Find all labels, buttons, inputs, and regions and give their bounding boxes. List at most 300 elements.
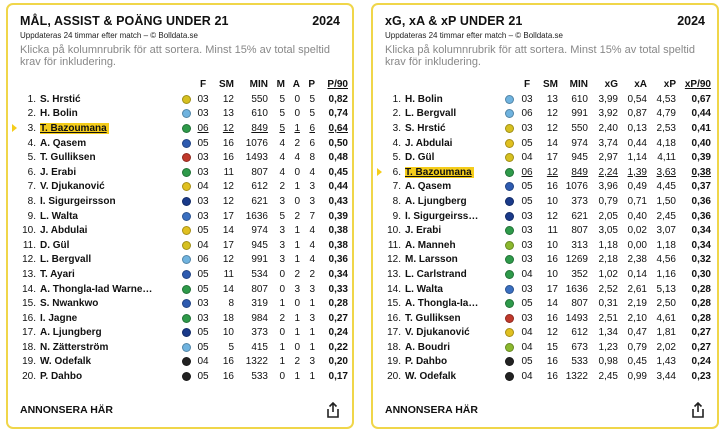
table-row[interactable]	[383, 355, 713, 370]
cell-a: 1	[294, 371, 300, 383]
table-row[interactable]	[18, 355, 348, 370]
club-logo-cell	[178, 314, 194, 323]
column-header-m[interactable]: M	[276, 79, 285, 90]
row-rank: 16.	[22, 312, 36, 324]
table-row[interactable]	[383, 326, 713, 341]
player-name[interactable]: M. Larsson	[405, 254, 458, 266]
cell-xg: 1,02	[598, 268, 618, 280]
player-name[interactable]: W. Odefalk	[405, 371, 457, 383]
player-name[interactable]: Í. Sigurgeirsson	[40, 195, 116, 207]
cell-xp90: 0,34	[691, 225, 711, 237]
cell-xp: 4,56	[656, 254, 676, 266]
cell-xp: 1,43	[656, 356, 676, 368]
club-logo-icon	[505, 168, 514, 177]
cell-xp90: 0,41	[691, 122, 711, 134]
player-name-cell	[40, 254, 178, 265]
cell-m: 5	[279, 210, 285, 222]
club-logo-icon	[505, 314, 514, 323]
player-name[interactable]: S. Nwankwo	[40, 298, 99, 310]
cell-f: 03	[197, 93, 209, 105]
player-name[interactable]: A. Qasem	[405, 181, 452, 193]
cell-min: 1493	[245, 152, 268, 164]
cell-sm: 10	[546, 268, 558, 280]
player-name-cell	[40, 298, 178, 309]
table-row[interactable]	[18, 223, 348, 238]
player-name[interactable]: A. Ljungberg	[405, 195, 467, 207]
cell-min: 352	[571, 268, 588, 280]
cell-xa: 0,14	[627, 268, 647, 280]
cell-min: 373	[571, 195, 588, 207]
club-logo-cell	[501, 299, 517, 308]
cell-p90: 0,24	[328, 327, 348, 339]
table-row[interactable]	[383, 282, 713, 297]
cell-p90: 0,82	[328, 93, 348, 105]
player-name-cell	[40, 240, 178, 251]
table-row[interactable]	[18, 296, 348, 311]
club-logo-cell	[501, 139, 517, 148]
player-name[interactable]: J. Abdulai	[40, 225, 88, 237]
cell-min: 612	[571, 327, 588, 339]
cell-xa: 0,79	[627, 341, 647, 353]
cell-p: 1	[309, 371, 315, 383]
row-rank: 14.	[22, 283, 36, 295]
cell-min: 1636	[565, 283, 588, 295]
player-name[interactable]: I. Jagne	[40, 312, 78, 324]
column-header-xp[interactable]: xP	[663, 79, 676, 90]
table-row[interactable]	[18, 238, 348, 253]
row-rank: 2.	[392, 108, 401, 120]
cell-min: 415	[251, 341, 268, 353]
column-header-min[interactable]: MIN	[569, 79, 588, 90]
table-row[interactable]	[383, 311, 713, 326]
cell-f: 03	[521, 93, 533, 105]
cell-xa: 1,14	[627, 152, 647, 164]
column-header-sm[interactable]: SM	[543, 79, 558, 90]
cell-sm: 16	[222, 137, 234, 149]
player-name[interactable]: T. Bazoumana	[40, 122, 107, 134]
cell-a: 2	[294, 356, 300, 368]
table-row[interactable]	[383, 223, 713, 238]
club-logo-icon	[505, 197, 514, 206]
cell-p: 3	[309, 195, 315, 207]
player-name[interactable]: T. Gulliksen	[40, 152, 96, 164]
player-name[interactable]: P. Dahbo	[405, 356, 448, 368]
row-rank: 19.	[387, 356, 401, 368]
table-row[interactable]	[383, 238, 713, 253]
player-name[interactable]: L. Bergvall	[405, 108, 457, 120]
advertise-link[interactable]: ANNONSERA HÄR	[20, 404, 113, 416]
table-row[interactable]	[18, 340, 348, 355]
cell-xa: 0,02	[627, 225, 647, 237]
cell-p: 6	[309, 122, 315, 134]
cell-p90: 0,44	[328, 181, 348, 193]
player-name[interactable]: A. Thongla-Ia…	[405, 298, 479, 310]
player-name[interactable]: T. Gulliksen	[405, 312, 461, 324]
table-row[interactable]	[18, 180, 348, 195]
column-header-f[interactable]: F	[199, 79, 207, 90]
club-logo-icon	[182, 124, 191, 133]
table-row[interactable]	[383, 180, 713, 195]
player-name-cell	[40, 152, 178, 163]
cell-sm: 14	[222, 225, 234, 237]
cell-p90: 0,20	[328, 356, 348, 368]
cell-sm: 16	[222, 356, 234, 368]
cell-p: 5	[309, 93, 315, 105]
row-rank: 16.	[387, 312, 401, 324]
cell-a: 0	[294, 298, 300, 310]
cell-p: 3	[309, 312, 315, 324]
cell-min: 1269	[565, 254, 588, 266]
table-row[interactable]	[383, 267, 713, 282]
cell-min: 849	[251, 122, 268, 134]
player-name[interactable]: H. Bolin	[405, 93, 443, 105]
cell-min: 807	[571, 298, 588, 310]
club-logo-cell	[501, 182, 517, 191]
cell-xp: 2,50	[656, 298, 676, 310]
table-row[interactable]	[383, 150, 713, 165]
cell-m: 4	[279, 137, 285, 149]
table-row[interactable]	[18, 326, 348, 341]
player-name-cell	[405, 94, 501, 105]
club-logo-cell	[178, 212, 194, 221]
cell-p: 1	[309, 298, 315, 310]
table-row[interactable]	[18, 311, 348, 326]
cell-p: 3	[309, 181, 315, 193]
player-name[interactable]: T. Bazoumana	[405, 166, 472, 178]
cell-min: 807	[571, 225, 588, 237]
cell-a: 1	[294, 239, 300, 251]
player-name[interactable]: V. Djukanović	[405, 327, 470, 339]
cell-p: 5	[309, 108, 315, 120]
club-logo-cell	[178, 372, 194, 381]
player-name[interactable]: L. Carlstrand	[405, 268, 467, 280]
player-name[interactable]: J. Erabi	[405, 225, 442, 237]
club-logo-icon	[505, 226, 514, 235]
cell-p90: 0,17	[328, 371, 348, 383]
table-row[interactable]	[18, 209, 348, 224]
table-row[interactable]	[383, 165, 713, 180]
cell-xp: 3,63	[656, 166, 676, 178]
cell-p90: 0,33	[328, 283, 348, 295]
table-row[interactable]	[383, 253, 713, 268]
column-header-f[interactable]: F	[523, 79, 531, 90]
cell-xp: 4,45	[656, 181, 676, 193]
cell-xg: 1,34	[598, 327, 618, 339]
table-row[interactable]	[18, 267, 348, 282]
club-logo-cell	[178, 139, 194, 148]
club-logo-cell	[501, 372, 517, 381]
share-icon[interactable]	[326, 402, 340, 418]
cell-m: 5	[279, 93, 285, 105]
cell-p90: 0,74	[328, 108, 348, 120]
club-logo-cell	[178, 357, 194, 366]
cell-f: 03	[197, 166, 209, 178]
table-row[interactable]	[383, 121, 713, 136]
player-name[interactable]: S. Hrstić	[40, 93, 81, 105]
cell-sm: 12	[546, 108, 558, 120]
cell-min: 621	[571, 210, 588, 222]
player-name-cell	[40, 371, 178, 382]
stats-table	[18, 77, 348, 384]
club-logo-icon	[182, 343, 191, 352]
cell-m: 2	[279, 312, 285, 324]
cell-f: 04	[521, 371, 533, 383]
cell-a: 0	[294, 195, 300, 207]
club-logo-icon	[182, 226, 191, 235]
row-rank: 7.	[392, 181, 401, 193]
club-logo-cell	[178, 153, 194, 162]
club-logo-cell	[501, 168, 517, 177]
player-name[interactable]: T. Ayari	[40, 268, 75, 280]
row-rank: 12.	[22, 254, 36, 266]
row-rank: 3.	[392, 122, 401, 134]
cell-sm: 16	[222, 371, 234, 383]
cell-f: 03	[521, 254, 533, 266]
column-header-p90[interactable]: P/90	[327, 79, 348, 90]
cell-min: 550	[251, 93, 268, 105]
cell-m: 4	[279, 166, 285, 178]
cell-m: 3	[279, 254, 285, 266]
row-rank: 4.	[27, 137, 36, 149]
row-rank: 8.	[392, 195, 401, 207]
club-logo-cell	[178, 168, 194, 177]
column-header-xg[interactable]: xG	[604, 79, 618, 90]
cell-xa: 0,54	[627, 93, 647, 105]
club-logo-icon	[182, 255, 191, 264]
cell-xg: 2,40	[598, 122, 618, 134]
cell-sm: 16	[222, 152, 234, 164]
table-row[interactable]	[18, 92, 348, 107]
table-row[interactable]	[383, 194, 713, 209]
cell-f: 03	[521, 312, 533, 324]
cell-f: 03	[197, 152, 209, 164]
player-name-cell	[40, 356, 178, 367]
row-rank: 13.	[387, 268, 401, 280]
row-rank: 12.	[387, 254, 401, 266]
update-note: Uppdateras 24 timmar efter match – © Bolldata.se	[20, 31, 198, 40]
sort-instruction: Klicka på kolumnrubrik för att sortera. Minst 15% av total speltid krav för inkludering.	[20, 44, 330, 68]
cell-xp: 1,18	[656, 239, 676, 251]
row-rank: 19.	[22, 356, 36, 368]
cell-p90: 0,22	[328, 341, 348, 353]
player-name[interactable]: Í. Sigurgeirss…	[405, 210, 479, 222]
cell-a: 1	[294, 122, 300, 134]
cell-f: 03	[197, 195, 209, 207]
player-name[interactable]: D. Gül	[405, 152, 435, 164]
table-row[interactable]	[18, 150, 348, 165]
player-name[interactable]: A. Qasem	[40, 137, 87, 149]
column-header-min[interactable]: MIN	[249, 79, 268, 90]
card-year: 2024	[312, 14, 340, 28]
table-row[interactable]	[18, 165, 348, 180]
club-logo-icon	[505, 212, 514, 221]
cell-m: 4	[279, 152, 285, 164]
cell-xp90: 0,37	[691, 181, 711, 193]
card-year: 2024	[677, 14, 705, 28]
table-row[interactable]	[383, 136, 713, 151]
player-name[interactable]: H. Bolin	[40, 108, 78, 120]
player-name-cell	[405, 371, 501, 382]
column-header-a[interactable]: A	[292, 79, 300, 90]
cell-xg: 3,92	[598, 108, 618, 120]
club-logo-icon	[505, 299, 514, 308]
cell-m: 0	[279, 268, 285, 280]
player-name-cell	[405, 196, 501, 207]
advertise-link[interactable]: ANNONSERA HÄR	[385, 404, 478, 416]
row-rank: 17.	[387, 327, 401, 339]
club-logo-cell	[178, 343, 194, 352]
cell-xa: 0,00	[627, 239, 647, 251]
player-name[interactable]: J. Erabi	[40, 166, 77, 178]
player-name[interactable]: L. Bergvall	[40, 254, 92, 266]
cell-min: 991	[571, 108, 588, 120]
row-rank: 4.	[392, 137, 401, 149]
row-rank: 17.	[22, 327, 36, 339]
cell-xp: 4,11	[657, 152, 676, 164]
player-name[interactable]: W. Odefalk	[40, 356, 92, 368]
table-row[interactable]	[383, 209, 713, 224]
share-icon[interactable]	[691, 402, 705, 418]
player-name[interactable]: J. Abdulai	[405, 137, 453, 149]
player-name[interactable]: L. Walta	[40, 210, 78, 222]
row-rank: 10.	[387, 225, 401, 237]
table-row[interactable]	[18, 121, 348, 136]
row-rank: 14.	[387, 283, 401, 295]
cell-sm: 14	[546, 137, 558, 149]
table-row[interactable]	[383, 107, 713, 122]
cell-f: 05	[197, 225, 209, 237]
player-name[interactable]: A. Ljungberg	[40, 327, 102, 339]
cell-p: 4	[309, 166, 315, 178]
cell-xa: 2,10	[627, 312, 647, 324]
table-row[interactable]	[18, 107, 348, 122]
table-row[interactable]	[18, 253, 348, 268]
cell-f: 03	[197, 298, 209, 310]
club-logo-cell	[178, 285, 194, 294]
club-logo-icon	[182, 314, 191, 323]
table-row[interactable]	[18, 282, 348, 297]
cell-min: 1076	[565, 181, 588, 193]
player-name-cell	[405, 327, 501, 338]
table-row[interactable]	[383, 340, 713, 355]
player-name[interactable]: D. Gül	[40, 239, 70, 251]
club-logo-icon	[505, 95, 514, 104]
player-name[interactable]: A. Thongla-Iad Warne…	[40, 283, 153, 295]
column-header-xa[interactable]: xA	[634, 79, 647, 90]
club-logo-cell	[178, 197, 194, 206]
club-logo-icon	[505, 343, 514, 352]
cell-sm: 13	[546, 93, 558, 105]
cell-a: 3	[294, 283, 300, 295]
player-name-cell	[405, 342, 501, 353]
row-rank: 2.	[27, 108, 36, 120]
cell-xp90: 0,23	[691, 371, 711, 383]
player-name[interactable]: L. Walta	[405, 283, 443, 295]
cell-f: 03	[197, 210, 209, 222]
cell-min: 373	[251, 327, 268, 339]
cell-xg: 2,24	[598, 166, 618, 178]
cell-xp90: 0,28	[691, 283, 711, 295]
cell-sm: 8	[228, 298, 234, 310]
row-rank: 6.	[27, 166, 36, 178]
club-logo-cell	[178, 328, 194, 337]
club-logo-icon	[182, 182, 191, 191]
club-logo-icon	[505, 328, 514, 337]
row-rank: 20.	[22, 371, 36, 383]
cell-xg: 3,99	[598, 93, 618, 105]
club-logo-cell	[178, 270, 194, 279]
club-logo-icon	[182, 197, 191, 206]
column-header-sm[interactable]: SM	[219, 79, 234, 90]
cell-a: 1	[294, 225, 300, 237]
club-logo-cell	[178, 95, 194, 104]
cell-xp: 2,02	[656, 341, 676, 353]
table-header	[18, 77, 348, 92]
table-row[interactable]	[383, 369, 713, 384]
column-header-p[interactable]: P	[308, 79, 315, 90]
cell-xa: 1,39	[627, 166, 647, 178]
cell-a: 2	[294, 268, 300, 280]
table-row[interactable]	[383, 296, 713, 311]
cell-p: 4	[309, 239, 315, 251]
cell-f: 05	[197, 268, 209, 280]
cell-sm: 12	[546, 210, 558, 222]
cell-min: 849	[571, 166, 588, 178]
cell-min: 610	[571, 93, 588, 105]
club-logo-icon	[505, 109, 514, 118]
cell-xp90: 0,27	[691, 341, 711, 353]
expected-stats-card	[371, 3, 719, 429]
club-logo-cell	[501, 328, 517, 337]
row-rank: 5.	[392, 152, 401, 164]
player-name[interactable]: N. Zätterström	[40, 341, 109, 353]
cell-m: 3	[279, 195, 285, 207]
player-name[interactable]: V. Djukanović	[40, 181, 105, 193]
row-rank: 8.	[27, 195, 36, 207]
cell-a: 1	[294, 312, 300, 324]
player-name[interactable]: S. Hrstić	[405, 122, 446, 134]
table-row[interactable]	[18, 136, 348, 151]
table-row[interactable]	[383, 92, 713, 107]
club-logo-cell	[501, 153, 517, 162]
cell-xg: 0,31	[598, 298, 618, 310]
row-rank: 20.	[387, 371, 401, 383]
club-logo-cell	[501, 124, 517, 133]
table-row[interactable]	[18, 369, 348, 384]
cell-min: 807	[251, 166, 268, 178]
cell-xp: 4,18	[656, 137, 676, 149]
player-name[interactable]: P. Dahbo	[40, 371, 83, 383]
row-rank: 6.	[392, 166, 401, 178]
cell-xg: 3,96	[598, 181, 618, 193]
cell-f: 05	[197, 327, 209, 339]
cell-xp90: 0,67	[691, 93, 711, 105]
cell-xp90: 0,32	[691, 254, 711, 266]
player-name-cell	[40, 211, 178, 222]
cell-a: 1	[294, 254, 300, 266]
column-header-xp90[interactable]: xP/90	[684, 79, 711, 90]
cell-xp: 4,79	[656, 108, 676, 120]
player-name[interactable]: A. Manneh	[405, 239, 456, 251]
club-logo-cell	[178, 109, 194, 118]
player-name[interactable]: A. Boudri	[405, 341, 450, 353]
cell-xa: 2,38	[627, 254, 647, 266]
cell-xp: 2,53	[656, 122, 676, 134]
table-row[interactable]	[18, 194, 348, 209]
row-rank: 18.	[387, 341, 401, 353]
cell-min: 974	[251, 225, 268, 237]
cell-sm: 16	[546, 371, 558, 383]
